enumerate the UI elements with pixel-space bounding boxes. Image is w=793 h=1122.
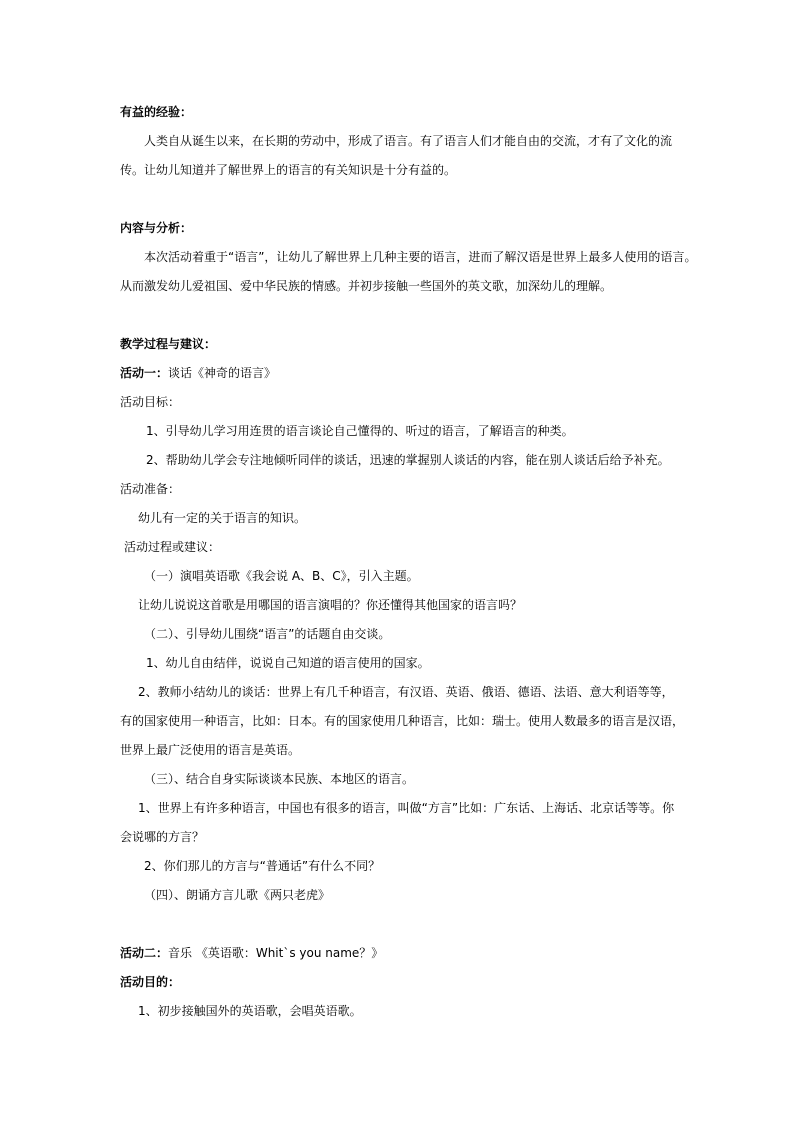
step-1: （一）演唱英语歌《我会说 A、B、C》，引入主题。 — [144, 569, 419, 583]
analysis-heading: 内容与分析： — [120, 221, 193, 235]
goal-item-1: 1、引导幼儿学习用连贯的语言谈论自己懂得的、听过的语言，了解语言的种类。 — [146, 424, 574, 438]
prep-text: 幼儿有一定的关于语言的知识。 — [138, 511, 307, 525]
step-4: （四）、朗诵方言儿歌《两只老虎》 — [144, 888, 331, 902]
activity1-row — [120, 365, 276, 381]
activity2-goal-item-1: 1、初步接触国外的英语歌，会唱英语歌。 — [138, 1004, 362, 1018]
step-3-item-2: 2、你们那儿的方言与“普通话”有什么不同？ — [144, 859, 381, 873]
steps-label: 活动过程或建议： — [124, 540, 221, 554]
step-2: （二）、引导幼儿围绕“语言”的话题自由交谈。 — [144, 627, 391, 641]
step-2-item-1: 1、幼儿自由结伴，说说自己知道的语言使用的国家。 — [146, 656, 430, 670]
benefit-paragraph-line-1: 人类自从诞生以来，在长期的劳动中，形成了语言。有了语言人们才能自由的交流，才有了文化的流 — [144, 134, 673, 148]
goal-item-2: 2、帮助幼儿学会专注地倾听同伴的谈话，迅速的掌握别人谈话的内容，能在别人谈话后给予补充。 — [146, 453, 670, 467]
analysis-paragraph-line-2: 从而激发幼儿爱祖国、爱中华民族的情感。并初步接触一些国外的英文歌，加深幼儿的理解。 — [120, 279, 613, 293]
activity2-label: 活动二： — [120, 946, 169, 960]
activity1-label: 活动一： — [120, 366, 169, 380]
benefit-heading: 有益的经验： — [120, 105, 193, 119]
activity1-title: 谈话《神奇的语言》 — [168, 366, 277, 380]
step-2-item-2-line-3: 世界上最广泛使用的语言是英语。 — [120, 743, 301, 757]
activity2-goal-label: 活动目的： — [120, 975, 181, 989]
benefit-paragraph-line-2: 传。让幼儿知道并了解世界上的语言的有关知识是十分有益的。 — [120, 163, 457, 177]
goal-label: 活动目标： — [120, 395, 181, 409]
process-heading: 教学过程与建议： — [120, 337, 217, 351]
step-1-question: 让幼儿说说这首歌是用哪国的语言演唱的？你还懂得其他国家的语言吗？ — [138, 598, 523, 612]
step-2-item-2-line-1: 2、教师小结幼儿的谈话：世界上有几千种语言，有汉语、英语、俄语、德语、法语、意大利语等等， — [138, 685, 674, 699]
activity2-row — [120, 945, 383, 961]
prep-label: 活动准备： — [120, 482, 181, 496]
activity2-title: 音乐 《英语歌：Whit`s you name？》 — [168, 946, 384, 960]
step-2-item-2-line-2: 有的国家使用一种语言，比如：日本。有的国家使用几种语言，比如：瑞士。使用人数最多的语言是汉语， — [120, 714, 685, 728]
analysis-paragraph-line-1: 本次活动着重于“语言”，让幼儿了解世界上几种主要的语言，进而了解汉语是世界上最多人使用的语言。 — [144, 250, 697, 264]
step-3-item-1-line-2: 会说哪的方言？ — [120, 830, 205, 844]
step-3: （三）、结合自身实际谈谈本民族、本地区的语言。 — [144, 772, 415, 786]
step-3-item-1-line-1: 1、世界上有许多种语言，中国也有很多的语言，叫做“方言”比如：广东话、上海话、北京话等等。你 — [138, 801, 675, 815]
